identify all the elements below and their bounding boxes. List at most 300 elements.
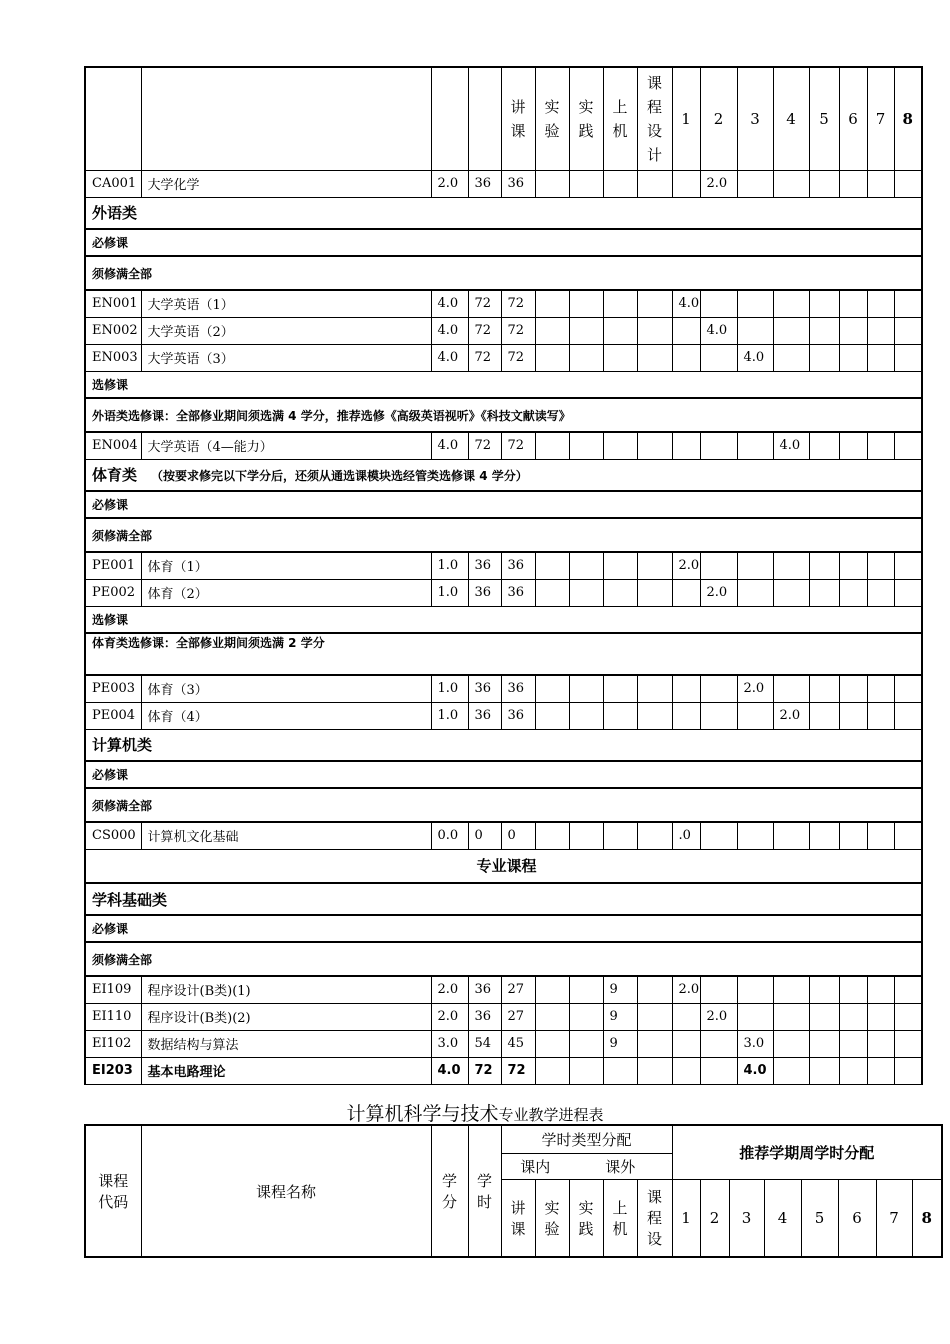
- course-lecture: 72: [501, 1057, 535, 1084]
- header2-semester-col: 4: [764, 1179, 801, 1257]
- semester-hours: [894, 1003, 922, 1030]
- course-table: [84, 66, 923, 1085]
- semester-hours: [672, 702, 700, 729]
- section-row: [85, 459, 922, 491]
- course-lab: [603, 702, 637, 729]
- section-row: [85, 197, 922, 229]
- semester-hours: [867, 432, 894, 459]
- course-row: [85, 976, 922, 1003]
- title-suffix: 专业教学进程表: [498, 1106, 604, 1124]
- header-course-name: 课程名称: [141, 1125, 431, 1257]
- course-credit: 1.0: [431, 579, 468, 606]
- section-label: [85, 606, 922, 633]
- course-design: [637, 1057, 672, 1084]
- course-prac: [569, 1057, 603, 1084]
- section-label: [85, 371, 922, 398]
- course-credit: 2.0: [431, 1003, 468, 1030]
- header-course-code: 课程 代码: [85, 1125, 141, 1257]
- header2-semester-col: 7: [876, 1179, 912, 1257]
- section-label: [85, 491, 922, 518]
- header-blank-hours: [468, 67, 501, 170]
- semester-hours: [894, 1057, 922, 1084]
- course-design: [637, 1030, 672, 1057]
- semester-hours: [839, 552, 867, 579]
- course-code: EN003: [85, 344, 141, 371]
- semester-hours: [737, 1003, 773, 1030]
- course-name: 体育（3）: [141, 675, 431, 702]
- header-blank-name: [141, 67, 431, 170]
- course-design: [637, 675, 672, 702]
- course-row: [85, 1030, 922, 1057]
- course-hours: 0: [468, 822, 501, 849]
- semester-hours: [809, 170, 839, 197]
- semester-hours: [809, 675, 839, 702]
- course-lab: [603, 290, 637, 317]
- header-semester-col: 1: [672, 67, 700, 170]
- semester-hours: [773, 170, 809, 197]
- course-row: [85, 552, 922, 579]
- course-prac: [569, 170, 603, 197]
- course-name: 大学英语（4—能力）: [141, 432, 431, 459]
- header2-semester-col: 1: [672, 1179, 700, 1257]
- course-lab: 9: [603, 976, 637, 1003]
- course-credit: 0.0: [431, 822, 468, 849]
- course-exp: [535, 552, 569, 579]
- semester-hours: [773, 675, 809, 702]
- semester-hours: [867, 170, 894, 197]
- course-exp: [535, 432, 569, 459]
- course-hours: 36: [468, 702, 501, 729]
- semester-hours: [867, 976, 894, 1003]
- course-row: [85, 290, 922, 317]
- course-prac: [569, 976, 603, 1003]
- semester-hours: [809, 1030, 839, 1057]
- course-lecture: 72: [501, 344, 535, 371]
- semester-hours: [839, 1030, 867, 1057]
- course-lecture: 72: [501, 290, 535, 317]
- course-code: EI102: [85, 1030, 141, 1057]
- semester-hours: [700, 702, 737, 729]
- header-type-col: 实 践: [569, 67, 603, 170]
- course-exp: [535, 702, 569, 729]
- semester-hours: 2.0: [737, 675, 773, 702]
- header2-type-col: 上 机: [603, 1179, 637, 1257]
- course-lab: [603, 170, 637, 197]
- header-in-class: 课内: [501, 1153, 569, 1179]
- course-design: [637, 579, 672, 606]
- semester-hours: [839, 290, 867, 317]
- section-row: [85, 606, 922, 633]
- course-lecture: 36: [501, 579, 535, 606]
- course-credit: 4.0: [431, 1057, 468, 1084]
- semester-hours: [809, 344, 839, 371]
- section-text: 计算机类: [92, 736, 153, 755]
- course-name: 体育（2）: [141, 579, 431, 606]
- header2-semester-col: 6: [838, 1179, 876, 1257]
- course-row: [85, 317, 922, 344]
- section-row: [85, 915, 922, 942]
- semester-hours: [773, 1030, 809, 1057]
- header-type-col: 课 程 设 计: [637, 67, 672, 170]
- header2-semester-col: 3: [729, 1179, 764, 1257]
- semester-hours: [809, 976, 839, 1003]
- header-semester-col: 3: [737, 67, 773, 170]
- course-name: 大学英语（1）: [141, 290, 431, 317]
- course-row: [85, 1057, 922, 1084]
- course-hours: 36: [468, 552, 501, 579]
- course-hours: 36: [468, 170, 501, 197]
- course-lab: [603, 344, 637, 371]
- course-exp: [535, 170, 569, 197]
- course-name: 体育（1）: [141, 552, 431, 579]
- table-header-repeat: [84, 1124, 943, 1258]
- semester-hours: [894, 702, 922, 729]
- semester-hours: [867, 702, 894, 729]
- course-name: 程序设计(B类)(1): [141, 976, 431, 1003]
- section-label: [85, 788, 922, 822]
- semester-hours: [737, 432, 773, 459]
- semester-hours: 2.0: [773, 702, 809, 729]
- course-hours: 72: [468, 432, 501, 459]
- semester-hours: [867, 675, 894, 702]
- course-code: EI110: [85, 1003, 141, 1030]
- course-row: [85, 1003, 922, 1030]
- section-row: [85, 371, 922, 398]
- section-row: [85, 256, 922, 290]
- section-text: 必修课: [92, 922, 129, 936]
- course-name: 大学英语（2）: [141, 317, 431, 344]
- header2-type-col: 讲 课: [501, 1179, 535, 1257]
- section-label: [85, 883, 922, 915]
- semester-hours: [700, 675, 737, 702]
- major-name: 计算机科学与技术: [346, 1103, 499, 1125]
- semester-hours: [737, 290, 773, 317]
- section-row: [85, 229, 922, 256]
- course-prac: [569, 702, 603, 729]
- section-row: [85, 849, 922, 883]
- semester-hours: [700, 976, 737, 1003]
- course-row: [85, 432, 922, 459]
- section-row: [85, 398, 922, 432]
- course-code: EN001: [85, 290, 141, 317]
- course-lab: [603, 675, 637, 702]
- course-name: 大学英语（3）: [141, 344, 431, 371]
- semester-hours: 3.0: [737, 1030, 773, 1057]
- section-text: 学科基础类: [92, 890, 168, 909]
- semester-hours: [894, 317, 922, 344]
- section-text: 体育类: [92, 466, 138, 485]
- course-name: 数据结构与算法: [141, 1030, 431, 1057]
- semester-hours: [839, 170, 867, 197]
- header2-semester-col: 5: [801, 1179, 838, 1257]
- course-row: [85, 344, 922, 371]
- semester-hours: [737, 579, 773, 606]
- section-label: [85, 229, 922, 256]
- course-row: [85, 579, 922, 606]
- course-exp: [535, 675, 569, 702]
- semester-hours: [809, 317, 839, 344]
- course-prac: [569, 432, 603, 459]
- semester-hours: [894, 552, 922, 579]
- semester-hours: [737, 317, 773, 344]
- semester-hours: [809, 290, 839, 317]
- course-credit: 2.0: [431, 976, 468, 1003]
- semester-hours: [894, 579, 922, 606]
- semester-hours: [839, 432, 867, 459]
- semester-hours: [737, 976, 773, 1003]
- semester-hours: [672, 432, 700, 459]
- semester-hours: [839, 1003, 867, 1030]
- semester-hours: [809, 1003, 839, 1030]
- course-name: 大学化学: [141, 170, 431, 197]
- course-lab: [603, 579, 637, 606]
- semester-hours: [700, 552, 737, 579]
- course-design: [637, 290, 672, 317]
- course-prac: [569, 822, 603, 849]
- semester-hours: [839, 1057, 867, 1084]
- section-note: （按要求修完以下学分后，还须从通选课模块选经管类选修课 4 学分）: [151, 469, 528, 484]
- section-row: [85, 788, 922, 822]
- header-type-col: 讲 课: [501, 67, 535, 170]
- course-lecture: 72: [501, 317, 535, 344]
- course-credit: 4.0: [431, 432, 468, 459]
- semester-hours: [809, 1057, 839, 1084]
- section-text: 须修满全部: [92, 952, 153, 967]
- section-label: [85, 761, 922, 788]
- semester-hours: [839, 579, 867, 606]
- header-out-class: 课外: [569, 1153, 672, 1179]
- course-code: PE001: [85, 552, 141, 579]
- section-text: 选修课: [92, 612, 129, 627]
- course-prac: [569, 1030, 603, 1057]
- semester-hours: [809, 432, 839, 459]
- section-text: 外语类选修课：全部修业期间须选满 4 学分，推荐选修《高级英语视听》《科技文献读写》: [92, 408, 571, 423]
- course-lab: [603, 552, 637, 579]
- section-text: 外语类: [92, 204, 138, 223]
- semester-hours: [809, 702, 839, 729]
- semester-hours: [867, 344, 894, 371]
- course-code: EN002: [85, 317, 141, 344]
- course-design: [637, 344, 672, 371]
- course-credit: 1.0: [431, 552, 468, 579]
- header-hours: 学 时: [468, 1125, 501, 1257]
- semester-hours: 4.0: [737, 344, 773, 371]
- course-credit: 2.0: [431, 170, 468, 197]
- semester-hours: [773, 1003, 809, 1030]
- section-text: 必修课: [92, 768, 129, 782]
- semester-hours: [867, 1003, 894, 1030]
- course-hours: 72: [468, 317, 501, 344]
- header-type-group: 学时类型分配: [501, 1125, 672, 1153]
- course-row: [85, 822, 922, 849]
- header-type-col: 上 机: [603, 67, 637, 170]
- section-row: [85, 942, 922, 976]
- section-label: [85, 398, 922, 432]
- header-credit: 学 分: [431, 1125, 468, 1257]
- course-exp: [535, 1057, 569, 1084]
- course-lab: [603, 822, 637, 849]
- course-lecture: 27: [501, 976, 535, 1003]
- course-prac: [569, 290, 603, 317]
- semester-hours: [700, 1030, 737, 1057]
- semester-hours: [700, 290, 737, 317]
- semester-hours: [839, 317, 867, 344]
- semester-hours: [773, 290, 809, 317]
- semester-hours: [737, 552, 773, 579]
- semester-hours: [672, 317, 700, 344]
- semester-hours: [809, 552, 839, 579]
- course-lecture: 45: [501, 1030, 535, 1057]
- course-lab: 9: [603, 1003, 637, 1030]
- course-exp: [535, 344, 569, 371]
- semester-hours: [700, 432, 737, 459]
- section-label: [85, 849, 922, 883]
- semester-hours: .0: [672, 822, 700, 849]
- course-lab: 9: [603, 1030, 637, 1057]
- semester-hours: [894, 822, 922, 849]
- course-hours: 36: [468, 1003, 501, 1030]
- header-semester-col: 2: [700, 67, 737, 170]
- semester-hours: [839, 976, 867, 1003]
- course-prac: [569, 317, 603, 344]
- semester-hours: [773, 579, 809, 606]
- semester-hours: [867, 822, 894, 849]
- course-hours: 36: [468, 579, 501, 606]
- section-row: [85, 518, 922, 552]
- semester-hours: [867, 290, 894, 317]
- course-exp: [535, 290, 569, 317]
- header-blank-credit: [431, 67, 468, 170]
- semester-hours: 2.0: [672, 552, 700, 579]
- semester-hours: [672, 1030, 700, 1057]
- course-hours: 36: [468, 976, 501, 1003]
- semester-hours: [672, 579, 700, 606]
- course-exp: [535, 579, 569, 606]
- course-code: CS000: [85, 822, 141, 849]
- semester-hours: 2.0: [672, 976, 700, 1003]
- course-lecture: 0: [501, 822, 535, 849]
- course-exp: [535, 317, 569, 344]
- course-lab: [603, 1057, 637, 1084]
- semester-hours: [867, 579, 894, 606]
- semester-hours: 4.0: [700, 317, 737, 344]
- course-hours: 54: [468, 1030, 501, 1057]
- section-text: 须修满全部: [92, 266, 153, 281]
- semester-hours: [773, 1057, 809, 1084]
- course-name: 体育（4）: [141, 702, 431, 729]
- course-credit: 1.0: [431, 702, 468, 729]
- header2-type-col: 实 验: [535, 1179, 569, 1257]
- course-lecture: 36: [501, 552, 535, 579]
- section-row: [85, 729, 922, 761]
- course-exp: [535, 976, 569, 1003]
- course-hours: 36: [468, 675, 501, 702]
- semester-hours: [894, 432, 922, 459]
- course-lecture: 72: [501, 432, 535, 459]
- course-lecture: 36: [501, 675, 535, 702]
- semester-hours: 4.0: [773, 432, 809, 459]
- section-text: 必修课: [92, 498, 129, 512]
- semester-hours: [809, 579, 839, 606]
- semester-hours: [773, 976, 809, 1003]
- semester-hours: [773, 344, 809, 371]
- semester-hours: [672, 344, 700, 371]
- course-name: 计算机文化基础: [141, 822, 431, 849]
- course-hours: 72: [468, 344, 501, 371]
- section-row: [85, 633, 922, 675]
- course-lab: [603, 432, 637, 459]
- semester-hours: 2.0: [700, 170, 737, 197]
- section-row: [85, 491, 922, 518]
- course-design: [637, 317, 672, 344]
- course-hours: 72: [468, 1057, 501, 1084]
- header-type-col: 实 验: [535, 67, 569, 170]
- semester-hours: [773, 317, 809, 344]
- semester-hours: [672, 170, 700, 197]
- course-row: [85, 170, 922, 197]
- section-text: 须修满全部: [92, 798, 153, 813]
- header-semester-col: 5: [809, 67, 839, 170]
- semester-hours: [867, 1030, 894, 1057]
- course-exp: [535, 1003, 569, 1030]
- course-credit: 4.0: [431, 290, 468, 317]
- semester-hours: [894, 675, 922, 702]
- semester-hours: [894, 344, 922, 371]
- header-semester-col: 7: [867, 67, 894, 170]
- section-label: [85, 633, 922, 675]
- course-lecture: 36: [501, 170, 535, 197]
- semester-hours: [700, 1057, 737, 1084]
- table-title: [0, 1099, 950, 1126]
- semester-hours: [700, 822, 737, 849]
- header-row: [85, 67, 922, 170]
- course-design: [637, 552, 672, 579]
- header2-semester-col: 2: [700, 1179, 729, 1257]
- section-label: [85, 256, 922, 290]
- section-text: 体育类选修课：全部修业期间须选满 2 学分: [92, 636, 325, 650]
- course-exp: [535, 1030, 569, 1057]
- course-credit: 4.0: [431, 317, 468, 344]
- course-name: 程序设计(B类)(2): [141, 1003, 431, 1030]
- header-blank-code: [85, 67, 141, 170]
- course-credit: 3.0: [431, 1030, 468, 1057]
- section-row: [85, 761, 922, 788]
- semester-hours: [672, 1057, 700, 1084]
- section-row: [85, 883, 922, 915]
- course-code: EN004: [85, 432, 141, 459]
- course-hours: 72: [468, 290, 501, 317]
- section-text: 选修课: [92, 377, 129, 392]
- semester-hours: [839, 822, 867, 849]
- section-label: [85, 915, 922, 942]
- section-text: 必修课: [92, 236, 129, 250]
- course-prac: [569, 1003, 603, 1030]
- course-code: EI109: [85, 976, 141, 1003]
- semester-hours: [894, 290, 922, 317]
- course-design: [637, 822, 672, 849]
- semester-hours: 2.0: [700, 1003, 737, 1030]
- semester-hours: [737, 702, 773, 729]
- course-code: PE002: [85, 579, 141, 606]
- semester-hours: [867, 1057, 894, 1084]
- section-text: 须修满全部: [92, 528, 153, 543]
- course-code: PE004: [85, 702, 141, 729]
- header2-type-col: 实 践: [569, 1179, 603, 1257]
- section-label: [85, 518, 922, 552]
- semester-hours: [867, 552, 894, 579]
- section-label: [85, 197, 922, 229]
- header2-semester-col: 8: [912, 1179, 942, 1257]
